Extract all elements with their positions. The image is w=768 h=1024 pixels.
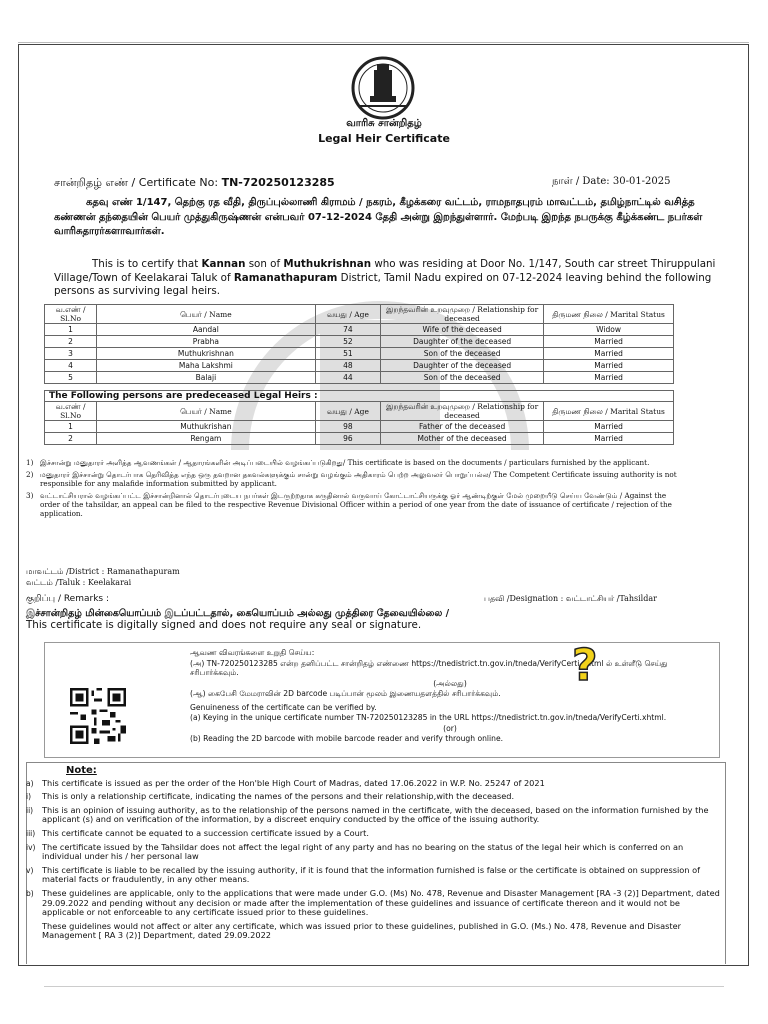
- verify-heading: ஆவண விவரங்களை உறுதி செய்ய:: [190, 648, 315, 657]
- cell: 52: [315, 336, 380, 348]
- para-text: This is to certify that: [92, 258, 202, 270]
- verify-option-b-tamil: (ஆ) கைபேசி மேமராவின் 2D barcode படிப்பான் மூலம் இணையதளத்தில் சரிபார்க்கவும்.: [190, 689, 501, 698]
- note-extra: These guidelines would not affect or alter any certificate, which was issued prior to these guidelines, published in G.O. (Ms.) No. 478, Revenue and Disaster Management [ RA 3 (2)] Department, dated 29.09.2022: [42, 920, 682, 941]
- predeceased-heading: The Following persons are predeceased Legal Heirs :: [44, 390, 674, 401]
- note-number: ii): [26, 805, 34, 815]
- issue-date: நாள் / Date: 30-01-2025: [552, 176, 671, 187]
- note-text: These guidelines are applicable, only to the applications that were made under G.O. (Ms) No. 478, Revenue and Disaster Management [RA -3 (2)] Department, dated 29.09.2022 and pending without any decision or made after the implementation of these guidelines and issuance of certificate thereon and it would not be applicable or not enforceable to any certificate issued prior to these guidelines.: [42, 887, 720, 918]
- table-header-row: [45, 402, 674, 421]
- note-text: The certificate issued by the Tahsildar does not affect the legal right of any party and has no bearing on the status of the legal heir which is conferred on an individual under his / her personal law: [42, 841, 684, 862]
- cell: Married: [544, 360, 674, 372]
- conditions-list: [26, 458, 686, 521]
- table-row: [45, 433, 674, 445]
- condition-item: [26, 458, 686, 467]
- verify-genuineness: Genuineness of the certificate can be verified by.: [190, 702, 377, 712]
- english-paragraph: [54, 258, 724, 299]
- taluk-line: வட்டம் /Taluk : Keelakarai: [26, 578, 132, 587]
- district-line: மாவட்டம் /District : Ramanathapuram: [26, 567, 180, 576]
- note-item: [26, 779, 724, 789]
- cell: Married: [544, 433, 674, 445]
- cell: Mother of the deceased: [381, 433, 544, 445]
- cell: Daughter of the deceased: [381, 336, 544, 348]
- col-relationship: இறந்தவரின் உறவுமுறை / Relationship for deceased: [381, 402, 544, 421]
- table-row: [45, 421, 674, 433]
- legal-heirs-table: [44, 304, 674, 384]
- note-number: v): [26, 865, 34, 875]
- note-number: iii): [26, 828, 36, 838]
- col-relationship: இறந்தவரின் உறவுமுறை / Relationship for deceased: [381, 305, 544, 324]
- cell: Balaji: [97, 372, 316, 384]
- father-name: Muthukrishnan: [283, 258, 372, 270]
- cell: 1: [45, 324, 97, 336]
- cell: 74: [315, 324, 380, 336]
- note-item: [26, 829, 724, 839]
- verify-option-b-english: (b) Reading the 2D barcode with mobile barcode reader and verify through online.: [190, 734, 504, 743]
- top-rule: [18, 42, 749, 43]
- condition-number: 3): [26, 491, 34, 500]
- note-item: [26, 843, 724, 862]
- col-sl-no: வ.எண் / Sl.No: [45, 305, 97, 324]
- cell: Married: [544, 372, 674, 384]
- cell: Muthukrishan: [97, 421, 316, 433]
- col-sl-no: வ.எண் / Sl.No: [45, 402, 97, 421]
- designation: பதவி /Designation : வட்டாட்சியர் /Tahsildar: [484, 594, 657, 603]
- cell: Son of the deceased: [381, 372, 544, 384]
- note-text: This is only a relationship certificate, indicating the names of the persons and their relationship,with the deceased.: [42, 791, 515, 802]
- note-item: [26, 806, 724, 825]
- certificate-number-value: TN-720250123285: [221, 176, 335, 189]
- verification-instructions: [190, 648, 710, 745]
- cell: 2: [45, 433, 97, 445]
- note-item: [26, 889, 724, 918]
- table-row: [45, 360, 674, 372]
- para-text: District, Tamil Nadu expired on 07-12-2024 leaving behind the following persons as surviving legal heirs.: [54, 271, 712, 297]
- remarks-label: குறிப்பு / Remarks :: [26, 594, 109, 604]
- verify-option-a-tamil: (அ) TN-720250123285 என்ற தனிப்பட்ட சான்றிதழ் எண்ணை https://tnedistrict.tn.gov.in/tneda/VerifyCerti.xhtml ல் உள்ளீடு செய்து சரிபார்க்கவும்.: [190, 658, 668, 677]
- verify-option-a-english: (a) Keying in the unique certificate number TN-720250123285 in the URL https://tnedistrict.tn.gov.in/tneda/VerifyCerti.xhtml.: [190, 713, 667, 722]
- title-tamil: வாரிசு சான்றிதழ்: [346, 118, 422, 129]
- col-age: வயது / Age: [315, 305, 380, 324]
- bottom-rule: [44, 986, 724, 987]
- certificate-number-label: சான்றிதழ் எண் / Certificate No:: [54, 176, 219, 189]
- cell: 2: [45, 336, 97, 348]
- cell: Aandal: [97, 324, 316, 336]
- condition-item: [26, 470, 686, 488]
- table-row: [45, 336, 674, 348]
- cell: Maha Lakshmi: [97, 360, 316, 372]
- note-number: a): [26, 778, 34, 788]
- cell: Married: [544, 348, 674, 360]
- cell: 4: [45, 360, 97, 372]
- district-name: Ramanathapuram: [233, 271, 338, 284]
- deceased-name: Kannan: [201, 258, 246, 270]
- cell: Married: [544, 421, 674, 433]
- qr-code: [70, 688, 126, 744]
- title-english: Legal Heir Certificate: [318, 132, 450, 145]
- note-number: b): [26, 888, 34, 898]
- note-text: This certificate is issued as per the order of the Hon'ble High Court of Madras, dated 17.06.2022 in W.P. No. 25247 of 2021: [42, 777, 545, 788]
- question-mark-overlay-icon: ?: [572, 640, 598, 691]
- para-text: son of: [245, 258, 284, 270]
- digital-signature-note-tamil: இச்சான்றிதழ் மின்கையொப்பம் இடப்பட்டதால், கையொப்பம் அல்லது முத்திரை தேவையில்லை /: [26, 608, 450, 619]
- cell: Son of the deceased: [381, 348, 544, 360]
- verify-or-tamil: (அல்லது): [433, 678, 467, 688]
- cell: 1: [45, 421, 97, 433]
- cell: 98: [315, 421, 380, 433]
- para-text: who was residing at Door No. 1/147, South car street Thiruppulani Village/Town of Keelakarai Taluk of: [54, 258, 716, 284]
- col-marital-status: திருமண நிலை / Marital Status: [544, 305, 674, 324]
- note-item: [26, 866, 724, 885]
- verify-or-english: (or): [443, 723, 457, 733]
- table-header-row: [45, 305, 674, 324]
- cell: Daughter of the deceased: [381, 360, 544, 372]
- col-name: பெயர் / Name: [97, 402, 316, 421]
- col-marital-status: திருமண நிலை / Marital Status: [544, 402, 674, 421]
- cell: 3: [45, 348, 97, 360]
- condition-number: 1): [26, 458, 34, 467]
- condition-text: இச்சான்று மனுதாரர் அளித்த ஆவணங்கள் / ஆதாரங்களின் அடிப்படையில் வழங்கப்படுகிறது/ This certificate is based on the documents / particulars furnished by the applicant.: [40, 458, 650, 467]
- cell: Rengam: [97, 433, 316, 445]
- predeceased-heirs-table: [44, 401, 674, 445]
- cell: Married: [544, 336, 674, 348]
- table-row: [45, 372, 674, 384]
- note-heading: Note:: [66, 765, 97, 776]
- condition-text: மனுதாரர் இச்சான்று தொடர்பாக தெரிவித்த எந்த ஒரு தவறான தகவல்களுக்கும் சான்று வழங்கும் அதிகாரம் பெற்ற அலுவலர் பொறுப்பல்ல/ The Competent Certificate issuing authority is not responsible for any malafide information submitted by applicant.: [40, 470, 677, 488]
- tamil-nadu-emblem: [342, 56, 424, 120]
- table-row: [45, 324, 674, 336]
- col-name: பெயர் / Name: [97, 305, 316, 324]
- condition-item: [26, 491, 686, 518]
- tamil-paragraph: கதவு எண் 1/147, தெற்கு ரத வீதி, திருப்புல்லாணி கிராமம் / நகரம், கீழக்கரை வட்டம், ராமநாதபுரம் மாவட்டம், தமிழ்நாட்டில் வசித்த கண்ணன் தந்தையின் பெயர் முத்துகிருஷ்ணன் என்பவர் 07-12-2024 தேதி அன்று இறந்துள்ளார். மேற்படி இறந்த நபருக்கு கீழ்க்கண்ட நபர்கள் வாரிசுதாரர்களாவார்கள்.: [54, 197, 703, 237]
- cell: Widow: [544, 324, 674, 336]
- cell: 96: [315, 433, 380, 445]
- note-text: This is an opinion of issuing authority, as to the relationship of the persons named in the certificate, with the deceased, based on the information furnished by the applicant (s) and on verification of the information, by a discreet enquiry conducted by the office of the issuing authority.: [42, 804, 709, 825]
- digital-signature-note-english: This certificate is digitally signed and does not require any seal or signature.: [26, 619, 422, 631]
- cell: Muthukrishnan: [97, 348, 316, 360]
- cell: 51: [315, 348, 380, 360]
- certificate-number: [54, 176, 335, 191]
- location-block: [26, 566, 180, 588]
- note-text: This certificate cannot be equated to a succession certificate issued by a Court.: [42, 827, 369, 838]
- note-number: i): [26, 792, 32, 802]
- cell: 48: [315, 360, 380, 372]
- cell: Wife of the deceased: [381, 324, 544, 336]
- condition-text: வட்டாட்சியரால் வழங்கப்பட்ட இச்சான்றினால் தொடர்புடைய நபர்கள் இடருற்றதாக கருதினால் வருவாய் கோட்டாட்சியருக்கு ஓர் ஆண்டிற்குள் மேல் முறையீடு செய்ய வேண்டும் / Against the order of the tahsildar, an appeal can be filed to the respective Revenue Divisional Officer within a period of one year from the date of issuance of certificate / rejection of the application.: [40, 491, 672, 518]
- col-age: வயது / Age: [315, 402, 380, 421]
- cell: Father of the deceased: [381, 421, 544, 433]
- table-row: [45, 348, 674, 360]
- cell: Prabha: [97, 336, 316, 348]
- note-item: [26, 792, 724, 802]
- notes-section: [26, 766, 724, 941]
- note-text: This certificate is liable to be recalled by the issuing authority, if it is found that the information furnished is false or the certificate is obtained on suppression of material facts or fraudulently, in any other means.: [42, 864, 700, 885]
- cell: 44: [315, 372, 380, 384]
- cell: 5: [45, 372, 97, 384]
- note-number: iv): [26, 842, 36, 852]
- condition-number: 2): [26, 470, 34, 479]
